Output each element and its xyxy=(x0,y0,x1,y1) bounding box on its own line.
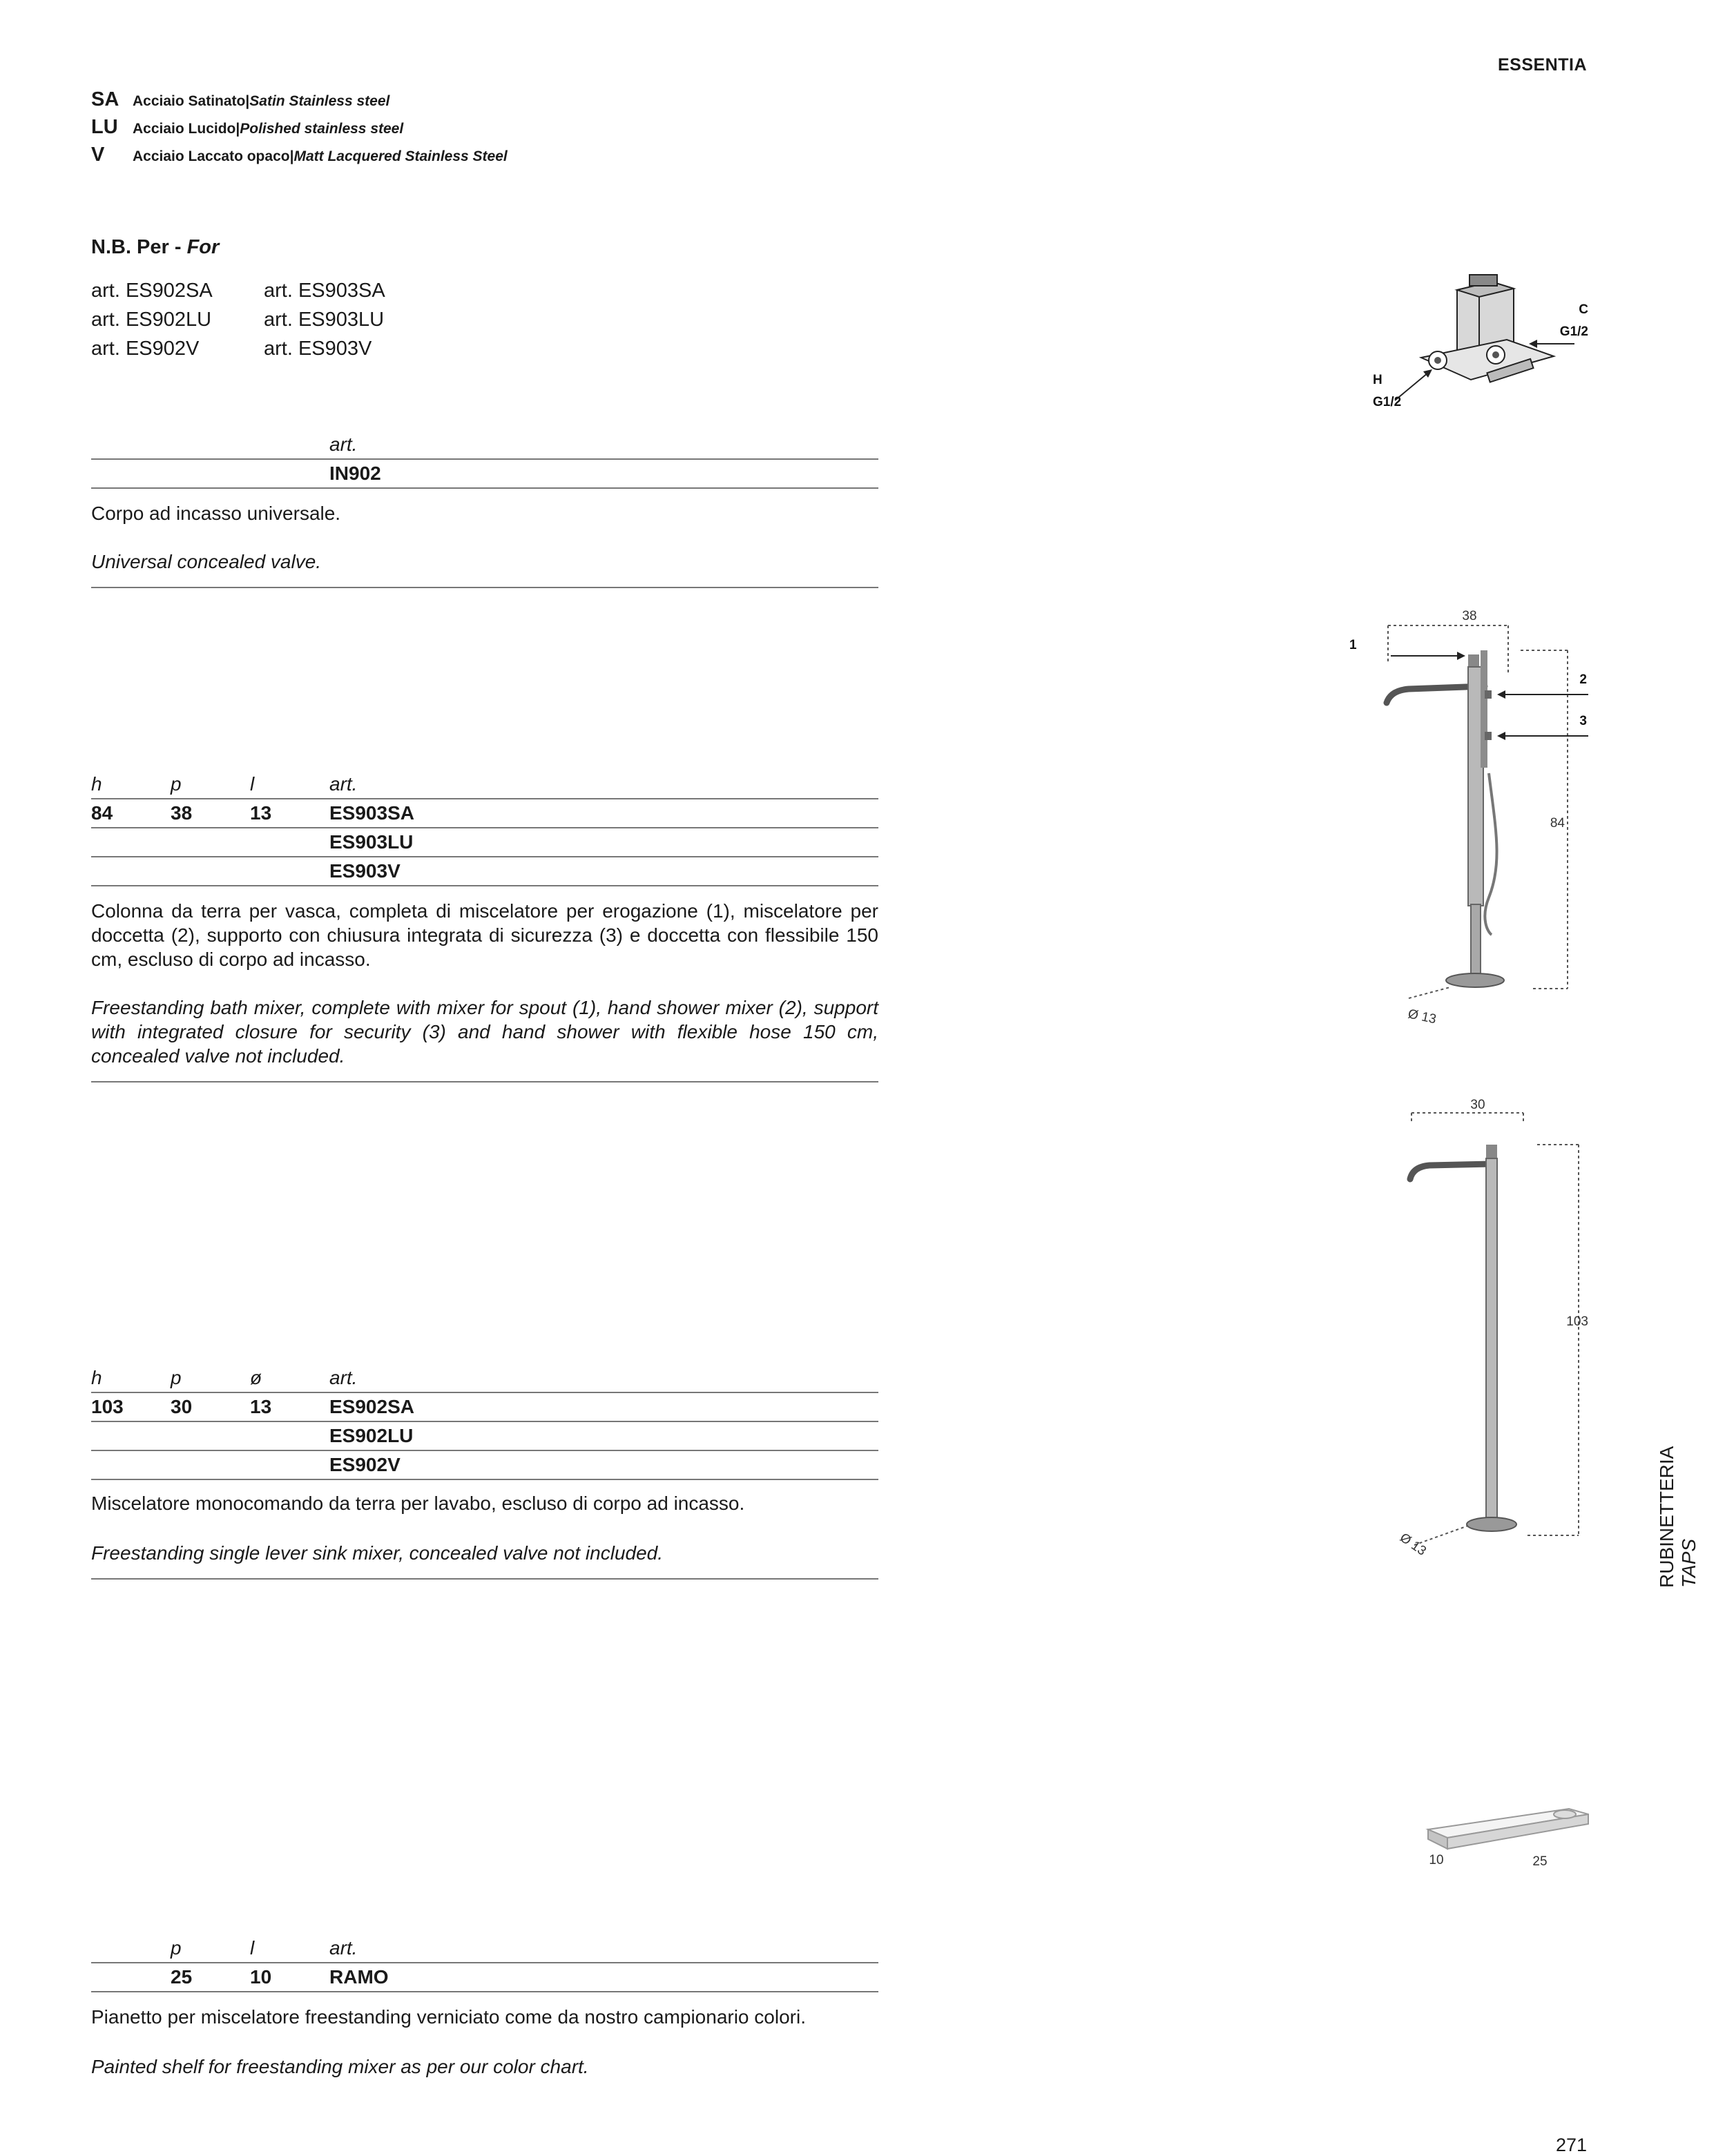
description-it: Corpo ad incasso universale. xyxy=(91,503,341,524)
nb-article: art. ES903LU xyxy=(264,309,385,331)
article-code: IN902 xyxy=(329,463,381,484)
col-header-l: l xyxy=(250,1937,255,1959)
label-c: C xyxy=(1579,302,1588,317)
shelf-drawing xyxy=(1428,1809,1588,1849)
description-en: Painted shelf for freestanding mixer as per our color chart. xyxy=(91,2056,589,2077)
section-divider xyxy=(91,587,878,588)
spec-table-in902 xyxy=(91,431,878,489)
finish-code: V xyxy=(91,144,105,166)
arrowhead-icon xyxy=(1497,732,1505,740)
description-it: Colonna da terra per vasca, completa di miscelatore per erogazione (1), miscelatore per doccetta (2), supporto con chiusura integrata di sicurezza (3) e doccetta con flessibile 150 cm, escluso di corpo ad incasso. xyxy=(91,900,878,970)
label-h: H xyxy=(1373,373,1382,387)
table-header-row xyxy=(91,1364,878,1393)
brand-name: ESSENTIA xyxy=(1497,55,1587,75)
value-diameter: 13 xyxy=(250,1396,272,1417)
arrowhead-icon xyxy=(1529,340,1537,348)
table-row xyxy=(91,799,878,828)
bath-mixer-diagram xyxy=(1333,608,1609,1036)
article-code: ES903SA xyxy=(329,802,414,824)
section-divider xyxy=(91,1578,878,1580)
finish-separator: | xyxy=(245,93,250,109)
finish-legend-item xyxy=(91,116,403,139)
table-row xyxy=(91,1393,878,1422)
callout-1: 1 xyxy=(1349,638,1357,652)
label-h-thread: G1/2 xyxy=(1373,395,1402,409)
dimension-width: 38 xyxy=(1462,609,1477,623)
table-row xyxy=(91,857,878,886)
col-header-l: l xyxy=(250,773,255,795)
nb-title-en: For xyxy=(186,236,220,258)
value-h: 84 xyxy=(91,802,113,824)
col-header-diameter: ø xyxy=(250,1367,262,1388)
col-header-p: p xyxy=(171,1937,182,1959)
col-header-p: p xyxy=(171,773,182,795)
callout-3: 3 xyxy=(1579,714,1587,728)
value-p: 30 xyxy=(171,1396,193,1417)
col-header-h: h xyxy=(91,1367,102,1388)
finish-name-en: Satin Stainless steel xyxy=(249,93,390,109)
dimension-length: 25 xyxy=(1532,1854,1548,1869)
article-code: RAMO xyxy=(329,1966,389,1988)
col-header-art: art. xyxy=(329,1937,358,1959)
label-c-thread: G1/2 xyxy=(1559,324,1588,339)
sink-mixer-drawing xyxy=(1410,1145,1516,1531)
side-label-it: RUBINETTERIA xyxy=(1656,1446,1677,1588)
bath-mixer-drawing xyxy=(1387,650,1504,987)
finish-name-it: Acciaio Lucido xyxy=(133,121,236,137)
finish-legend-item xyxy=(91,144,508,166)
table-row xyxy=(91,828,878,857)
value-p: 25 xyxy=(171,1966,193,1988)
value-h: 103 xyxy=(91,1396,124,1417)
sink-mixer-diagram xyxy=(1374,1096,1609,1580)
shelf-diagram xyxy=(1409,1795,1616,1878)
callout-2: 2 xyxy=(1579,672,1587,687)
finish-code: SA xyxy=(91,88,119,110)
finish-legend-item xyxy=(91,88,389,111)
table-row xyxy=(91,1451,878,1480)
table-header-row xyxy=(91,1934,878,1963)
nb-title-it: N.B. Per - xyxy=(91,236,187,258)
col-header-art: art. xyxy=(329,1367,358,1388)
finish-code: LU xyxy=(91,116,118,138)
dimension-width: 30 xyxy=(1470,1098,1485,1112)
article-code: ES902LU xyxy=(329,1425,414,1446)
valve-body-drawing xyxy=(1421,275,1554,382)
description-en: Freestanding single lever sink mixer, concealed valve not included. xyxy=(91,1542,664,1564)
article-code: ES902SA xyxy=(329,1396,414,1417)
description-en: Universal concealed valve. xyxy=(91,551,322,572)
dimension-width: 10 xyxy=(1429,1853,1444,1867)
col-header-art: art. xyxy=(329,434,358,455)
spec-table-ramo xyxy=(91,1934,878,1992)
spec-table-es902 xyxy=(91,1364,878,1480)
table-row xyxy=(91,460,878,489)
page-number: 271 xyxy=(1555,2135,1587,2155)
side-section-label xyxy=(1656,1446,1700,1588)
col-header-p: p xyxy=(171,1367,182,1388)
spec-table-es903 xyxy=(91,770,878,886)
side-label-en: TAPS xyxy=(1678,1538,1699,1588)
nb-article: art. ES902SA xyxy=(91,280,213,302)
finish-name-en: Polished stainless steel xyxy=(240,121,404,137)
description-en: Freestanding bath mixer, complete with mixer for spout (1), hand shower mixer (2), support with integrated closure for security (3) and hand shower with flexible hose 150 cm, concealed valve not included. xyxy=(91,997,878,1067)
nb-article: art. ES903SA xyxy=(264,280,385,302)
article-code: ES903V xyxy=(329,860,401,882)
article-code: ES902V xyxy=(329,1454,401,1475)
finish-name-it: Acciaio Satinato xyxy=(133,93,246,109)
dimension-diameter: Ø 13 xyxy=(1397,1530,1429,1559)
nb-title xyxy=(91,236,219,259)
finish-name-en: Matt Lacquered Stainless Steel xyxy=(293,148,508,164)
nb-article: art. ES902V xyxy=(91,338,200,360)
finish-separator: | xyxy=(289,148,294,164)
nb-article: art. ES902LU xyxy=(91,309,212,331)
dimension-height: 84 xyxy=(1550,816,1565,831)
table-row xyxy=(91,1963,878,1992)
table-row xyxy=(91,1422,878,1451)
table-header-row xyxy=(91,431,878,460)
article-code: ES903LU xyxy=(329,831,414,853)
value-l: 10 xyxy=(250,1966,272,1988)
col-header-h: h xyxy=(91,773,102,795)
finish-name-it: Acciaio Laccato opaco xyxy=(133,148,290,164)
finish-separator: | xyxy=(235,121,240,137)
col-header-art: art. xyxy=(329,773,358,795)
table-header-row xyxy=(91,770,878,799)
section-divider xyxy=(91,1081,878,1082)
description-it: Miscelatore monocomando da terra per lavabo, escluso di corpo ad incasso. xyxy=(91,1493,745,1514)
arrowhead-icon xyxy=(1497,690,1505,699)
dimension-diameter: Ø 13 xyxy=(1406,1007,1438,1027)
concealed-valve-diagram xyxy=(1353,262,1602,428)
nb-article: art. ES903V xyxy=(264,338,372,360)
dimension-height: 103 xyxy=(1566,1314,1588,1329)
value-p: 38 xyxy=(171,802,193,824)
arrowhead-icon xyxy=(1457,652,1465,660)
value-l: 13 xyxy=(250,802,272,824)
description-it: Pianetto per miscelatore freestanding verniciato come da nostro campionario colori. xyxy=(91,2006,806,2028)
